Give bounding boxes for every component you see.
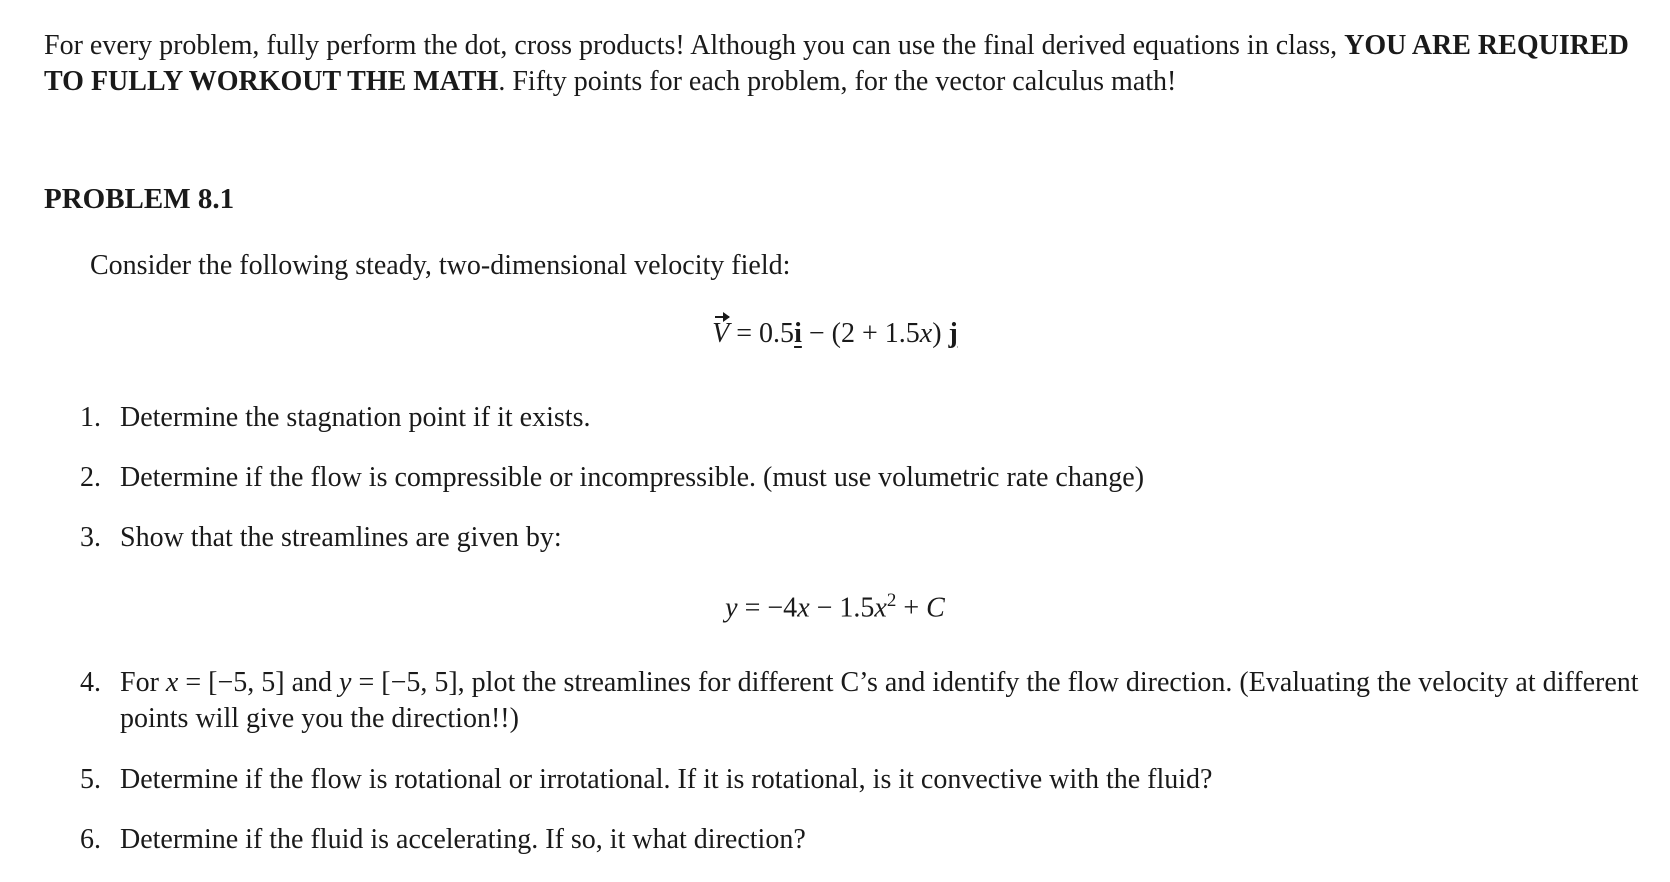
list-item: [80, 460, 1650, 496]
velocity-eq-part: ): [932, 318, 942, 349]
list-item-text: Show that the streamlines are given by:: [120, 522, 562, 553]
instructions-text-1: For every problem, fully perform the dot, cross products! Although you can use the final derived equations in class,: [44, 30, 1338, 61]
streamline-equation: [0, 590, 1670, 624]
streamline-eq-part: +: [896, 592, 927, 624]
velocity-eq-part: = 0.5: [729, 318, 795, 349]
list-item-number: 4.: [80, 667, 101, 698]
velocity-equation: [0, 318, 1670, 350]
list-item-text: [120, 665, 1650, 737]
variable-y: y: [725, 592, 738, 624]
list-item-number: 2.: [80, 462, 101, 493]
variable-x: x: [165, 667, 179, 698]
variable-x: x: [919, 318, 933, 349]
unit-vector-i: i: [794, 318, 802, 349]
streamline-eq-part: = −4: [737, 592, 798, 624]
variable-x: x: [874, 592, 887, 624]
list-item-text-part: For: [120, 667, 166, 698]
velocity-vector-symbol: V: [712, 318, 730, 349]
instructions-text-2: . Fifty points for each problem, for the vector calculus math!: [498, 66, 1177, 97]
list-item-text: Determine the stagnation point if it exists.: [120, 402, 591, 433]
list-item-text: Determine if the flow is rotational or irrotational. If it is rotational, is it convective with the fluid?: [120, 764, 1213, 795]
instructions-emphasis: YOU ARE REQUIRED TO FULLY WORKOUT THE MATH: [44, 30, 1629, 97]
list-item: [80, 400, 1650, 436]
list-item-text: Determine if the flow is compressible or incompressible. (must use volumetric rate change): [120, 462, 1145, 493]
constant-c: C: [926, 592, 945, 624]
list-item-number: 3.: [80, 522, 101, 553]
variable-x: x: [797, 592, 810, 624]
list-item-text-part: = [−5, 5] and: [178, 667, 340, 698]
list-item: [80, 520, 1650, 556]
list-item: [80, 822, 1650, 858]
list-item-number: 6.: [80, 824, 101, 855]
list-item: [80, 665, 1650, 737]
problem-heading: PROBLEM 8.1: [44, 183, 235, 215]
variable-y: y: [339, 667, 352, 698]
exponent: 2: [886, 590, 897, 611]
list-item-text-part: = [−5, 5], plot the streamlines for different C’s and identify the flow direction. (Evaluating the velocity at different points will give you the direction!!): [120, 667, 1639, 734]
velocity-eq-part: − (2 + 1.5: [801, 318, 920, 349]
problem-lead-text: Consider the following steady, two-dimensional velocity field:: [90, 250, 791, 281]
list-item-number: 1.: [80, 402, 101, 433]
instructions-paragraph: [44, 28, 1634, 100]
list-item-number: 5.: [80, 764, 101, 795]
unit-vector-j: j: [948, 318, 958, 349]
streamline-eq-part: − 1.5: [809, 592, 875, 624]
list-item: [80, 762, 1650, 798]
list-item-text: Determine if the fluid is accelerating. If so, it what direction?: [120, 824, 806, 855]
